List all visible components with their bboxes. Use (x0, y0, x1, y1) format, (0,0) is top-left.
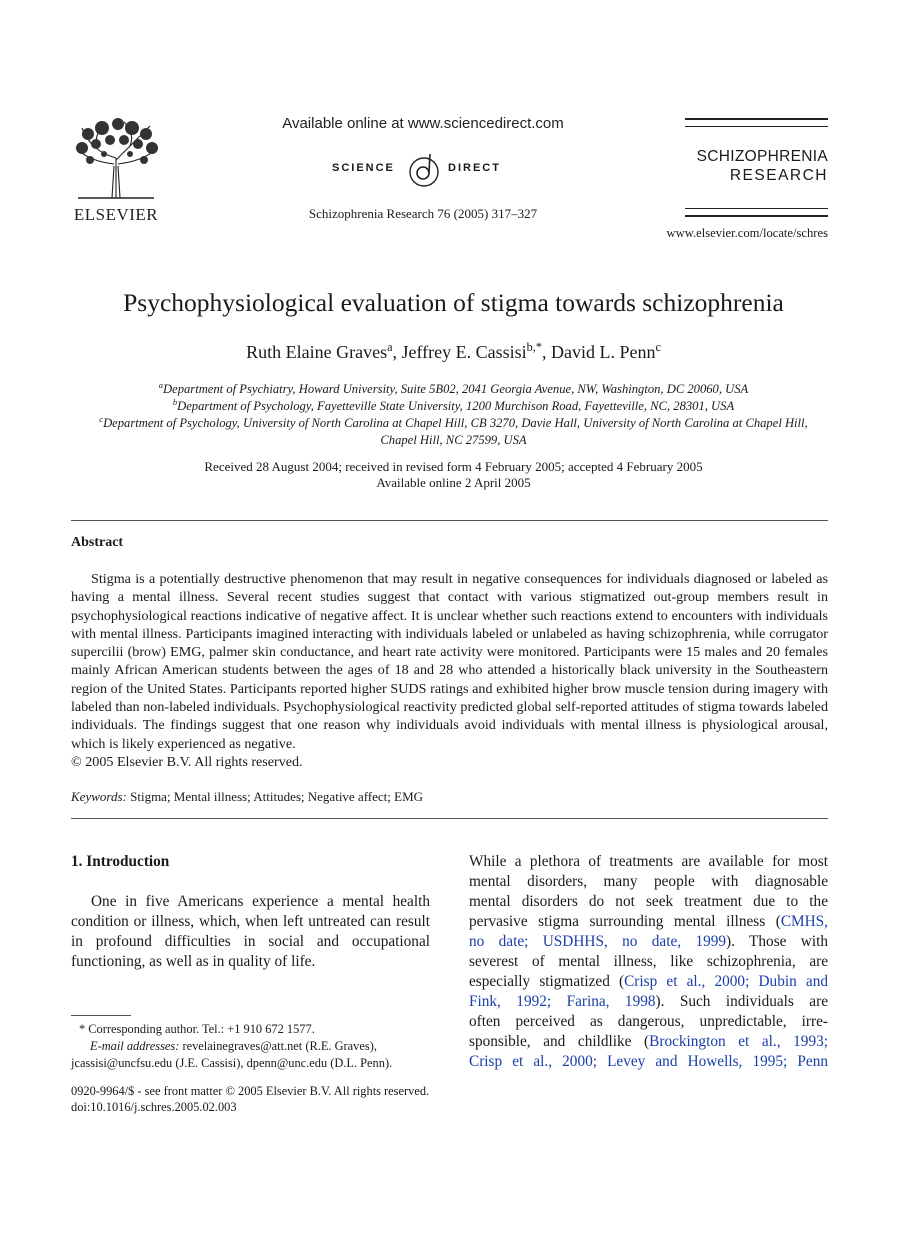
available-online: Available online at www.sciencedirect.com (282, 115, 564, 132)
author-3: David L. Penn (550, 342, 656, 362)
text-run: mental disorders do not seek treatment due to the (469, 893, 828, 910)
keywords (71, 789, 828, 805)
text-run: sponsible, and childlike ( (469, 1033, 650, 1050)
text-run: ). Such individuals are (655, 993, 828, 1010)
text-line (469, 1052, 828, 1072)
article-title: Psychophysiological evaluation of stigma towards schizophrenia (123, 288, 784, 317)
text-run: severest of mental illness, like schizophrenia, are (469, 953, 828, 970)
text-line (469, 932, 828, 952)
divider-top (71, 520, 828, 521)
author-2: Jeffrey E. Cassisi (401, 342, 527, 362)
text-line (469, 1012, 828, 1032)
affiliation-c: $^c$Department of Psychology, University of North Carolina at Chapel Hill, CB 3270, Davie Hall, University of North Carolina at Chapel Hill, (99, 413, 808, 430)
available-date: Available online 2 April 2005 (376, 475, 531, 490)
elsevier-tree-icon (68, 118, 164, 200)
elsevier-logo (68, 118, 164, 224)
author-sep-1: , (392, 342, 402, 362)
doi-line[interactable]: doi:10.1016/j.schres.2005.02.003 (71, 1100, 237, 1114)
footnote (71, 1021, 471, 1072)
affiliation-c-cont: Chapel Hill, NC 27599, USA (380, 433, 527, 447)
intro-paragraph-1: One in five Americans experience a mental health condition or illness, which, when left untreated can result in profound difficulties in social and occupational functioning, as well as in quality of life. (71, 893, 430, 970)
citation-link[interactable]: Crisp et al., 2000; Levey and Howells, 1995; Penn (469, 1053, 828, 1070)
divider-bottom (71, 818, 828, 819)
text-line (469, 992, 828, 1012)
text-line (469, 872, 828, 892)
text-run: often perceived as dangerous, unpredictable, irre- (469, 1013, 828, 1030)
text-line (469, 952, 828, 972)
journal-citation: Schizophrenia Research 76 (2005) 317–327 (308, 206, 538, 221)
author-list (40, 342, 867, 363)
text-line (469, 852, 828, 872)
sciencedirect-logo (330, 150, 520, 192)
abstract-copyright: © 2005 Elsevier B.V. All rights reserved. (71, 753, 303, 770)
journal-rule-bottom (685, 208, 828, 217)
text-run: mental disorders, many people with diagnosable (469, 873, 828, 890)
email-graves[interactable]: revelainegraves@att.net (R.E. Graves), (182, 1039, 377, 1053)
keywords-label: Keywords: (71, 789, 127, 804)
author-1: Ruth Elaine Graves (246, 342, 388, 362)
sd-left: SCIENCE (332, 162, 395, 174)
footnote-corresponding: * Corresponding author. Tel.: +1 910 672 1577. (79, 1022, 315, 1036)
text-line (469, 892, 828, 912)
section-heading-introduction: 1. Introduction (71, 853, 170, 870)
journal-title-2: RESEARCH (729, 167, 828, 184)
publisher-name: ELSEVIER (73, 205, 159, 224)
affiliation-b: $^b$Department of Psychology, Fayetteville State University, 1200 Murchison Road, Fayetteville, NC, 28301, USA (172, 396, 735, 413)
abstract-body (71, 570, 828, 771)
author-2-sup: b,* (526, 340, 542, 354)
text-run: pervasive stigma surrounding mental illness ( (469, 913, 781, 930)
intro-paragraph-2 (469, 852, 828, 1072)
received-dates: Received 28 August 2004; received in revised form 4 February 2005; accepted 4 February 2005 (204, 459, 703, 474)
abstract-heading: Abstract (71, 535, 124, 550)
text-line (469, 912, 828, 932)
author-1-sup: a (387, 340, 393, 354)
sciencedirect-at-icon (406, 150, 442, 190)
text-run: While a plethora of treatments are available for most (469, 853, 828, 870)
citation-link[interactable]: Crisp et al., 2000; Dubin and (624, 973, 828, 990)
journal-url[interactable]: www.elsevier.com/locate/schres (666, 226, 828, 240)
journal-title-1: SCHIZOPHRENIA (696, 148, 828, 165)
text-line (469, 972, 828, 992)
author-sep-2: , (541, 342, 551, 362)
author-3-sup: c (655, 340, 661, 354)
issn-line: 0920-9964/$ - see front matter © 2005 Elsevier B.V. All rights reserved. (71, 1084, 430, 1098)
text-run: ). Those with (726, 933, 828, 950)
citation-link[interactable]: Fink, 1992; Farina, 1998 (469, 993, 656, 1010)
affiliations (60, 381, 847, 449)
citation-link[interactable]: no date; USDHHS, no date, 1999 (469, 933, 727, 950)
citation-link[interactable]: Brockington et al., 1993; (649, 1033, 828, 1050)
footnote-email-line-2[interactable]: jcassisi@uncfsu.edu (J.E. Cassisi), dpenn@unc.edu (D.L. Penn). (71, 1056, 393, 1070)
sd-right: DIRECT (448, 162, 501, 174)
footnote-rule (71, 1015, 131, 1016)
abstract-text: Stigma is a potentially destructive phenomenon that may result in negative consequences for individuals diagnosed or labeled as having a mental illness. Several recent studies suggest that contact with various stigmatized out-group members result in psychophysiological reactions indicative of negative affect. It is unclear whether such reactions extend to encounters with individuals with mental illness. Participants imagined interacting with individuals labeled or unlabeled as having schizophrenia, while corrugator supercilii (brow) EMG, palmer skin conductance, and heart rate activity were monitored. Participants were 15 males and 20 females mainly African American students between the ages of 18 and 28 who attended a historically black university in the Southeastern region of the United States. Participants reported higher SUDS ratings and exhibited higher brow muscle tension during imagery with labeled than non-labeled individuals. Psychophysiological reactivity predicted global self-reported attitudes of stigma towards labeled individuals. The findings suggest that one reason why individuals avoid individuals with mental illness is physiological arousal, which is likely experienced as negative. (71, 571, 828, 752)
text-run: especially stigmatized ( (469, 973, 625, 990)
footnote-email-line-1: E-mail addresses: revelainegraves@att.net (R.E. Graves), (90, 1039, 377, 1053)
citation-link[interactable]: CMHS, (780, 913, 828, 930)
affiliation-a: $^a$Department of Psychiatry, Howard University, Suite 5B02, 2041 Georgia Avenue, NW, Washington, DC 20060, USA (158, 379, 749, 396)
text-line (469, 1032, 828, 1052)
journal-rule-top (685, 118, 828, 127)
keywords-list: Stigma; Mental illness; Attitudes; Negative affect; EMG (130, 789, 424, 804)
